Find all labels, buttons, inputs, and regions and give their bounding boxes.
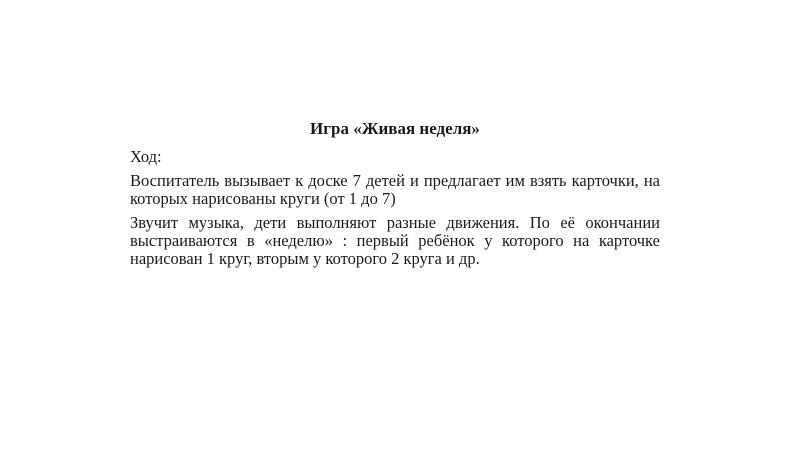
paragraph-instructions: Воспитатель вызывает к доске 7 детей и предлагает им взять карточки, на которых нарисованы круги (от 1 до 7) [130,171,660,208]
paragraph-music-movement: Звучит музыка, дети выполняют разные движения. По её окончании выстраиваются в «неделю» : первый ребёнок у которого на карточке нарисован 1 круг, вторым у которого 2 круга и др. [130,213,660,268]
slide-content [130,118,660,274]
paragraph-move-heading: Ход: [130,147,162,166]
slide-title: Игра «Живая неделя» [310,119,480,138]
